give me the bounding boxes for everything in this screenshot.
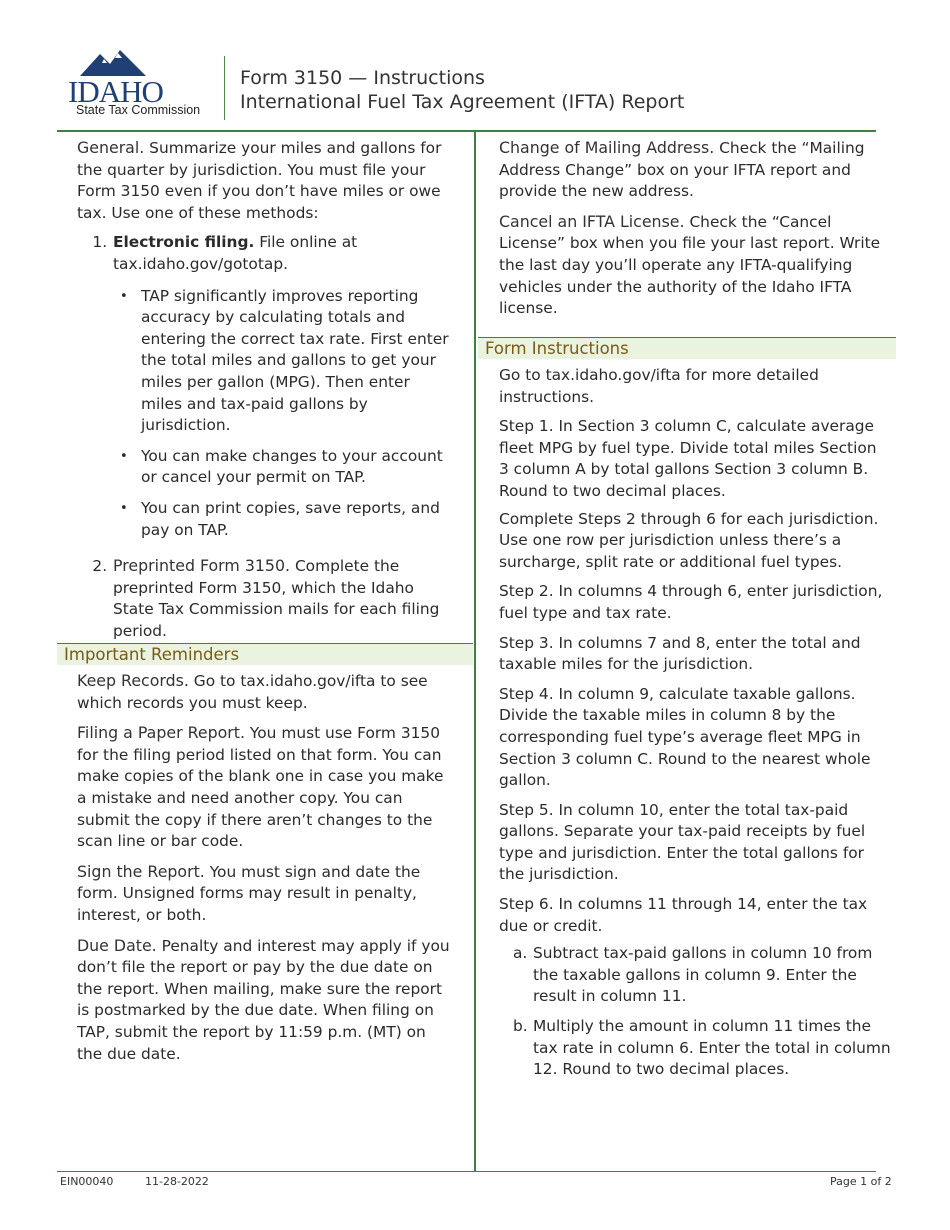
- change-address-text: Check the “Mailing Address Change” box on your IFTA report and provide the new address.: [499, 139, 865, 201]
- form-date: 11-28-2022: [145, 1175, 209, 1188]
- mountain-icon: [80, 50, 146, 76]
- substep-b: [513, 1016, 891, 1081]
- reminder-paper-report: [77, 722, 453, 853]
- left-column: [77, 137, 453, 656]
- reminders-section: [77, 670, 453, 1073]
- tap-bullet-2: • You can make changes to your account or cancel your permit on TAP.: [141, 446, 453, 489]
- step-5: Step 5. In column 10, enter the total tax-paid gallons. Separate your tax-paid receipts by fuel type and jurisdiction. Enter the total gallons for the jurisdiction.: [499, 800, 866, 884]
- right-column-top: [499, 137, 891, 328]
- form-instructions-section: [499, 365, 891, 1089]
- form-instructions-band: [478, 338, 896, 359]
- method-electronic-lead: Electronic filing.: [113, 233, 255, 252]
- reminder-sign-report-text: You must sign and date the form. Unsigned forms may result in penalty, interest, or both.: [77, 862, 421, 924]
- change-address-paragraph: [499, 137, 891, 203]
- reminder-paper-report-lead: Filing a Paper Report.: [77, 723, 246, 743]
- substep-a-label: a.: [513, 944, 528, 963]
- reminder-due-date-text: Penalty and interest may apply if you don’t file the report or pay by the due date on the report. When mailing, make sure the report is postmarked by the due date. When filing on TAP, submit the report by 11:59 p.m. (MT) on the due date.: [77, 936, 450, 1063]
- substep-a-text: Subtract tax-paid gallons in column 10 from the taxable gallons in column 9. Enter the result in column 11.: [533, 944, 873, 1006]
- instructions-intro: Go to tax.idaho.gov/ifta for more detailed instructions.: [499, 366, 819, 406]
- general-text: Summarize your miles and gallons for the quarter by jurisdiction. You must file your Form 3150 even if you don’t have miles or owe tax. Use one of these methods:: [77, 139, 442, 222]
- cancel-license-text: Check the “Cancel License” box when you file your last report. Write the last day you’ll operate any IFTA-qualifying vehicles under the authority of the Idaho IFTA license.: [499, 212, 881, 318]
- logo-subtitle: State Tax Commission: [76, 103, 201, 117]
- header-divider: [224, 56, 225, 120]
- reminder-paper-report-text: You must use Form 3150 for the filing period listed on that form. You can make copies of the blank one in case you make a mistake and need another copy. You can submit the copy if there aren’t changes to the scan line or bar code.: [77, 724, 444, 851]
- step-1: Step 1. In Section 3 column C, calculate average fleet MPG by fuel type. Divide total miles Section 3 column A by total gallons Section 3 column B. Round to two decimal places.: [499, 417, 877, 500]
- step-6: Step 6. In columns 11 through 14, enter the tax due or credit.: [499, 895, 868, 935]
- reminder-due-date-lead: Due Date.: [77, 935, 157, 955]
- form-instructions-heading: Form Instructions: [478, 338, 896, 359]
- tap-bullet-1: • TAP significantly improves reporting accuracy by calculating totals and entering the correct tax rate. First enter the total miles and gallons to get your miles per gallon (MPG). Then enter miles and tax-paid gallons by jurisdiction.: [141, 286, 453, 437]
- steps-note: Complete Steps 2 through 6 for each jurisdiction. Use one row per jurisdiction unless there’s a surcharge, split rate or additional fuel types.: [499, 509, 879, 571]
- filing-methods-list: [77, 232, 453, 642]
- method-preprinted-text: Complete the preprinted Form 3150, which the Idaho State Tax Commission mails for each filing period.: [113, 557, 440, 640]
- method-preprinted-lead: Preprinted Form 3150.: [113, 556, 291, 576]
- tap-bullets: [113, 286, 453, 542]
- form-code: EIN00040: [60, 1175, 114, 1188]
- tap-bullet-3: • You can print copies, save reports, and pay on TAP.: [141, 498, 453, 541]
- reminders-heading: Important Reminders: [57, 644, 473, 665]
- reminder-keep-records: [77, 670, 453, 714]
- reminder-sign-report: [77, 861, 453, 927]
- step-6-substeps: [499, 943, 891, 1081]
- step-4: Step 4. In column 9, calculate taxable gallons. Divide the taxable miles in column 8 by the corresponding fuel type’s average fleet MPG in Section 3 column C. Round to the nearest whole gallon.: [499, 684, 871, 790]
- substep-a: [513, 943, 891, 1008]
- title-line-1: Form 3150 — Instructions: [240, 67, 485, 89]
- page-number: Page 1 of 2: [830, 1175, 892, 1188]
- idaho-logo: [62, 50, 222, 120]
- reminder-sign-report-lead: Sign the Report.: [77, 861, 205, 881]
- step-2: Step 2. In columns 4 through 6, enter jurisdiction, fuel type and tax rate.: [499, 582, 883, 622]
- substep-b-text: Multiply the amount in column 11 times the tax rate in column 6. Enter the total in column 12. Round to two decimal places.: [533, 1017, 891, 1079]
- change-address-lead: Change of Mailing Address.: [499, 138, 715, 157]
- page-title: [240, 66, 684, 114]
- header-rule: [57, 130, 876, 132]
- method-electronic-text: File online at tax.idaho.gov/gototap.: [113, 233, 358, 273]
- cancel-license-paragraph: [499, 211, 891, 320]
- step-3: Step 3. In columns 7 and 8, enter the total and taxable miles for the jurisdiction.: [499, 633, 861, 674]
- reminder-keep-records-text: Go to tax.idaho.gov/ifta to see which records you must keep.: [77, 672, 428, 712]
- cancel-license-lead: Cancel an IFTA License.: [499, 211, 685, 231]
- general-lead: General.: [77, 138, 145, 157]
- reminder-due-date: [77, 935, 453, 1066]
- substep-b-label: b.: [513, 1017, 528, 1036]
- general-paragraph: [77, 137, 453, 224]
- reminders-band: [57, 644, 473, 665]
- method-electronic: [112, 232, 453, 541]
- footer-rule: [57, 1171, 876, 1172]
- column-divider: [474, 131, 476, 1172]
- title-line-2: International Fuel Tax Agreement (IFTA) Report: [240, 91, 685, 113]
- reminder-keep-records-lead: Keep Records.: [77, 671, 189, 690]
- method-preprinted: [112, 555, 453, 642]
- logo-wordmark: IDAHO: [68, 74, 163, 109]
